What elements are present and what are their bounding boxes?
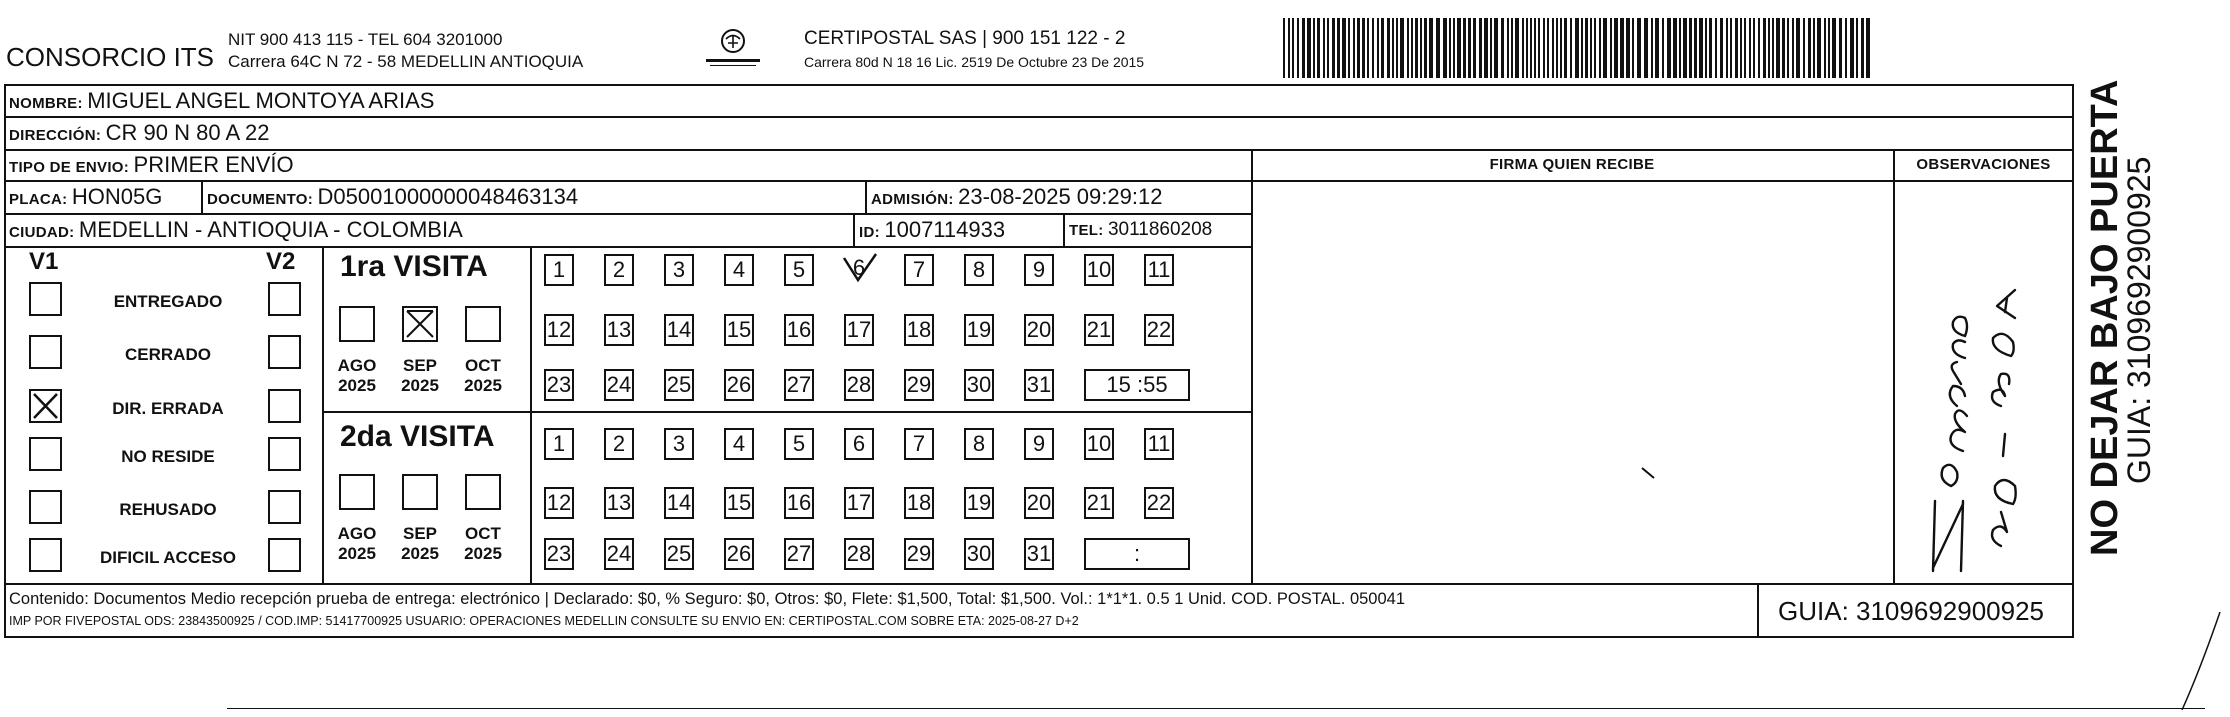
day-box[interactable]: 10	[1084, 428, 1114, 460]
carrier-name: CERTIPOSTAL SAS | 900 151 122 - 2	[804, 28, 1126, 49]
tipo-value: PRIMER ENVÍO	[133, 152, 294, 177]
day-box[interactable]: 10	[1084, 254, 1114, 286]
day-box[interactable]: 30	[964, 369, 994, 401]
day-box[interactable]: 15	[724, 487, 754, 519]
certipostal-logo-icon	[700, 28, 766, 70]
day-box[interactable]: 28	[844, 369, 874, 401]
v1-checkbox[interactable]	[29, 282, 62, 316]
day-box[interactable]: 1	[544, 428, 574, 460]
cut-line-corner	[2180, 610, 2230, 717]
direccion-value: CR 90 N 80 A 22	[105, 120, 270, 145]
day-box[interactable]: 8	[964, 428, 994, 460]
day-box[interactable]: 17	[844, 487, 874, 519]
day-box[interactable]: 23	[544, 538, 574, 570]
day-box[interactable]: 5	[784, 254, 814, 286]
v2-checkbox[interactable]	[268, 490, 301, 524]
day-box[interactable]: 23	[544, 369, 574, 401]
placa-value: HON05G	[71, 184, 163, 209]
day-box[interactable]: 20	[1024, 314, 1054, 346]
admision-value: 23-08-2025 09:29:12	[958, 184, 1163, 209]
day-box[interactable]: 12	[544, 487, 574, 519]
month-label: AGO 2025	[337, 524, 377, 563]
day-box[interactable]: 29	[904, 538, 934, 570]
nombre-value: MIGUEL ANGEL MONTOYA ARIAS	[87, 88, 435, 113]
x-mark-icon	[31, 391, 60, 421]
firma-label: FIRMA QUIEN RECIBE	[1489, 156, 1655, 173]
day-box[interactable]: 13	[604, 487, 634, 519]
day-box[interactable]: 19	[964, 487, 994, 519]
day-box[interactable]: 3	[664, 428, 694, 460]
day-box[interactable]: 3	[664, 254, 694, 286]
day-box[interactable]: 4	[724, 428, 754, 460]
tipo-label: TIPO DE ENVIO:	[9, 159, 130, 176]
day-box[interactable]: 18	[904, 487, 934, 519]
month-checkbox[interactable]	[339, 474, 375, 510]
carrier-address: Carrera 80d N 18 16 Lic. 2519 De Octubre 23 De 2015	[804, 54, 1145, 70]
placa-cell	[9, 184, 162, 210]
status-option-label: NO RESIDE	[121, 447, 215, 466]
status-option-label: ENTREGADO	[113, 292, 223, 311]
admision-label: ADMISIÓN:	[871, 191, 954, 208]
v2-checkbox[interactable]	[268, 282, 301, 316]
time-box[interactable]: :	[1084, 538, 1190, 570]
direccion-label: DIRECCIÓN:	[9, 127, 102, 144]
documento-cell	[207, 184, 578, 210]
month-checkbox[interactable]	[465, 306, 501, 342]
month-checkbox[interactable]	[402, 474, 438, 510]
footer-contenido: Contenido: Documentos Medio recepción prueba de entrega: electrónico | Declarado: $0, % Seguro: $0, Otros: $0, Flete: $1,500, Total: $1,500. Vol.: 1*1*1. 0.5 1 Unid. COD. POSTAL. 050041	[9, 590, 1406, 608]
month-label: SEP 2025	[401, 524, 439, 563]
day-box[interactable]: 21	[1084, 487, 1114, 519]
day-box[interactable]: 19	[964, 314, 994, 346]
day-box[interactable]: 25	[664, 538, 694, 570]
v1-checkbox[interactable]	[29, 538, 62, 572]
ciudad-value: MEDELLIN - ANTIOQUIA - COLOMBIA	[78, 217, 463, 242]
signature-mark	[1640, 466, 1660, 487]
day-box[interactable]: 29	[904, 369, 934, 401]
day-box[interactable]: 16	[784, 314, 814, 346]
day-box[interactable]: 8	[964, 254, 994, 286]
v2-checkbox[interactable]	[268, 389, 301, 423]
documento-value: D05001000000048463134	[317, 184, 579, 209]
day-box[interactable]: 16	[784, 487, 814, 519]
day-box[interactable]: 24	[604, 538, 634, 570]
day-box[interactable]: 26	[724, 369, 754, 401]
status-option-label: REHUSADO	[119, 500, 217, 519]
tel-cell	[1069, 219, 1212, 241]
day-box[interactable]: 14	[664, 487, 694, 519]
id-value: 1007114933	[884, 217, 1006, 242]
day-box[interactable]: 21	[1084, 314, 1114, 346]
admision-cell	[871, 184, 1162, 210]
day-box[interactable]: 2	[604, 428, 634, 460]
month-checkbox[interactable]	[465, 474, 501, 510]
day-box[interactable]: 17	[844, 314, 874, 346]
day-box[interactable]: 31	[1024, 369, 1054, 401]
v1-label: V1	[29, 248, 59, 275]
v2-checkbox[interactable]	[268, 335, 301, 369]
nombre-label: NOMBRE:	[9, 95, 83, 112]
day-box[interactable]: 9	[1024, 428, 1054, 460]
v1-checkbox[interactable]	[29, 490, 62, 524]
tel-label: TEL:	[1069, 222, 1104, 239]
month-label: AGO 2025	[337, 356, 377, 395]
documento-label: DOCUMENTO:	[207, 191, 314, 208]
day-box[interactable]: 30	[964, 538, 994, 570]
cut-line	[227, 708, 2205, 709]
day-box[interactable]: 13	[604, 314, 634, 346]
status-option-label: DIR. ERRADA	[112, 399, 224, 418]
side-guia: GUIA: 3109692900925	[2121, 156, 2157, 484]
day-box[interactable]: 9	[1024, 254, 1054, 286]
company-name: CONSORCIO ITS	[6, 42, 215, 72]
footer-imp: IMP POR FIVEPOSTAL ODS: 23843500925 / COD.IMP: 51417700925 USUARIO: OPERACIONES MEDELLIN CONSULTE SU ENVIO EN: CERTIPOSTAL.COM SOBRE ETA: 2025-08-27 D+2	[9, 614, 1079, 628]
day-box[interactable]: 25	[664, 369, 694, 401]
day-box[interactable]: 11	[1144, 428, 1174, 460]
observaciones-label: OBSERVACIONES	[1916, 156, 2051, 173]
v2-checkbox[interactable]	[268, 538, 301, 572]
second-visit-title: 2da VISITA	[340, 420, 495, 453]
day-box[interactable]: 24	[604, 369, 634, 401]
day-box[interactable]: 12	[544, 314, 574, 346]
nombre-row	[9, 88, 434, 114]
day-box[interactable]: 6	[844, 254, 874, 286]
day-box[interactable]: 15	[724, 314, 754, 346]
company-address: Carrera 64C N 72 - 58 MEDELLIN ANTIOQUIA	[228, 52, 584, 71]
day-box[interactable]: 7	[904, 428, 934, 460]
v1-checkbox[interactable]	[29, 437, 62, 471]
day-box[interactable]: 5	[784, 428, 814, 460]
day-box[interactable]: 22	[1144, 314, 1174, 346]
company-nit: NIT 900 413 115 - TEL 604 3201000	[228, 30, 503, 49]
barcode	[1283, 18, 1879, 78]
day-box[interactable]: 2	[604, 254, 634, 286]
day-box[interactable]: 18	[904, 314, 934, 346]
day-box[interactable]: 28	[844, 538, 874, 570]
v1-checkbox[interactable]	[29, 335, 62, 369]
day-box[interactable]: 6	[844, 428, 874, 460]
id-cell	[859, 217, 1005, 243]
id-label: ID:	[859, 224, 880, 241]
direccion-row	[9, 120, 270, 146]
check-mark-icon	[840, 250, 880, 290]
v2-checkbox[interactable]	[268, 437, 301, 471]
day-box[interactable]: 1	[544, 254, 574, 286]
handwritten-observaciones	[1893, 246, 2074, 583]
day-box[interactable]: 31	[1024, 538, 1054, 570]
month-label: SEP 2025	[401, 356, 439, 395]
day-box[interactable]: 4	[724, 254, 754, 286]
x-mark-icon	[404, 308, 436, 340]
side-no-dejar: NO DEJAR BAJO PUERTA	[2084, 79, 2126, 556]
placa-label: PLACA:	[9, 191, 68, 208]
status-option-label: CERRADO	[125, 345, 211, 364]
first-visit-title: 1ra VISITA	[340, 250, 488, 283]
month-checkbox[interactable]	[339, 306, 375, 342]
day-box[interactable]: 22	[1144, 487, 1174, 519]
month-checkbox[interactable]	[402, 306, 438, 342]
day-box[interactable]: 27	[784, 369, 814, 401]
footer-guia: GUIA: 3109692900925	[1778, 596, 2044, 626]
day-box[interactable]: 14	[664, 314, 694, 346]
month-label: OCT 2025	[464, 524, 502, 563]
day-box[interactable]: 11	[1144, 254, 1174, 286]
ciudad-cell	[9, 217, 463, 243]
day-box[interactable]: 26	[724, 538, 754, 570]
time-box[interactable]: 15 :55	[1084, 369, 1190, 401]
tipo-row	[9, 152, 294, 178]
ciudad-label: CIUDAD:	[9, 224, 75, 241]
status-option-label: DIFICIL ACCESO	[99, 548, 236, 567]
v1-checkbox[interactable]	[29, 389, 62, 423]
v2-label: V2	[266, 248, 296, 275]
day-box[interactable]: 20	[1024, 487, 1054, 519]
month-label: OCT 2025	[464, 356, 502, 395]
tel-value: 3011860208	[1107, 219, 1213, 240]
day-box[interactable]: 27	[784, 538, 814, 570]
day-box[interactable]: 7	[904, 254, 934, 286]
